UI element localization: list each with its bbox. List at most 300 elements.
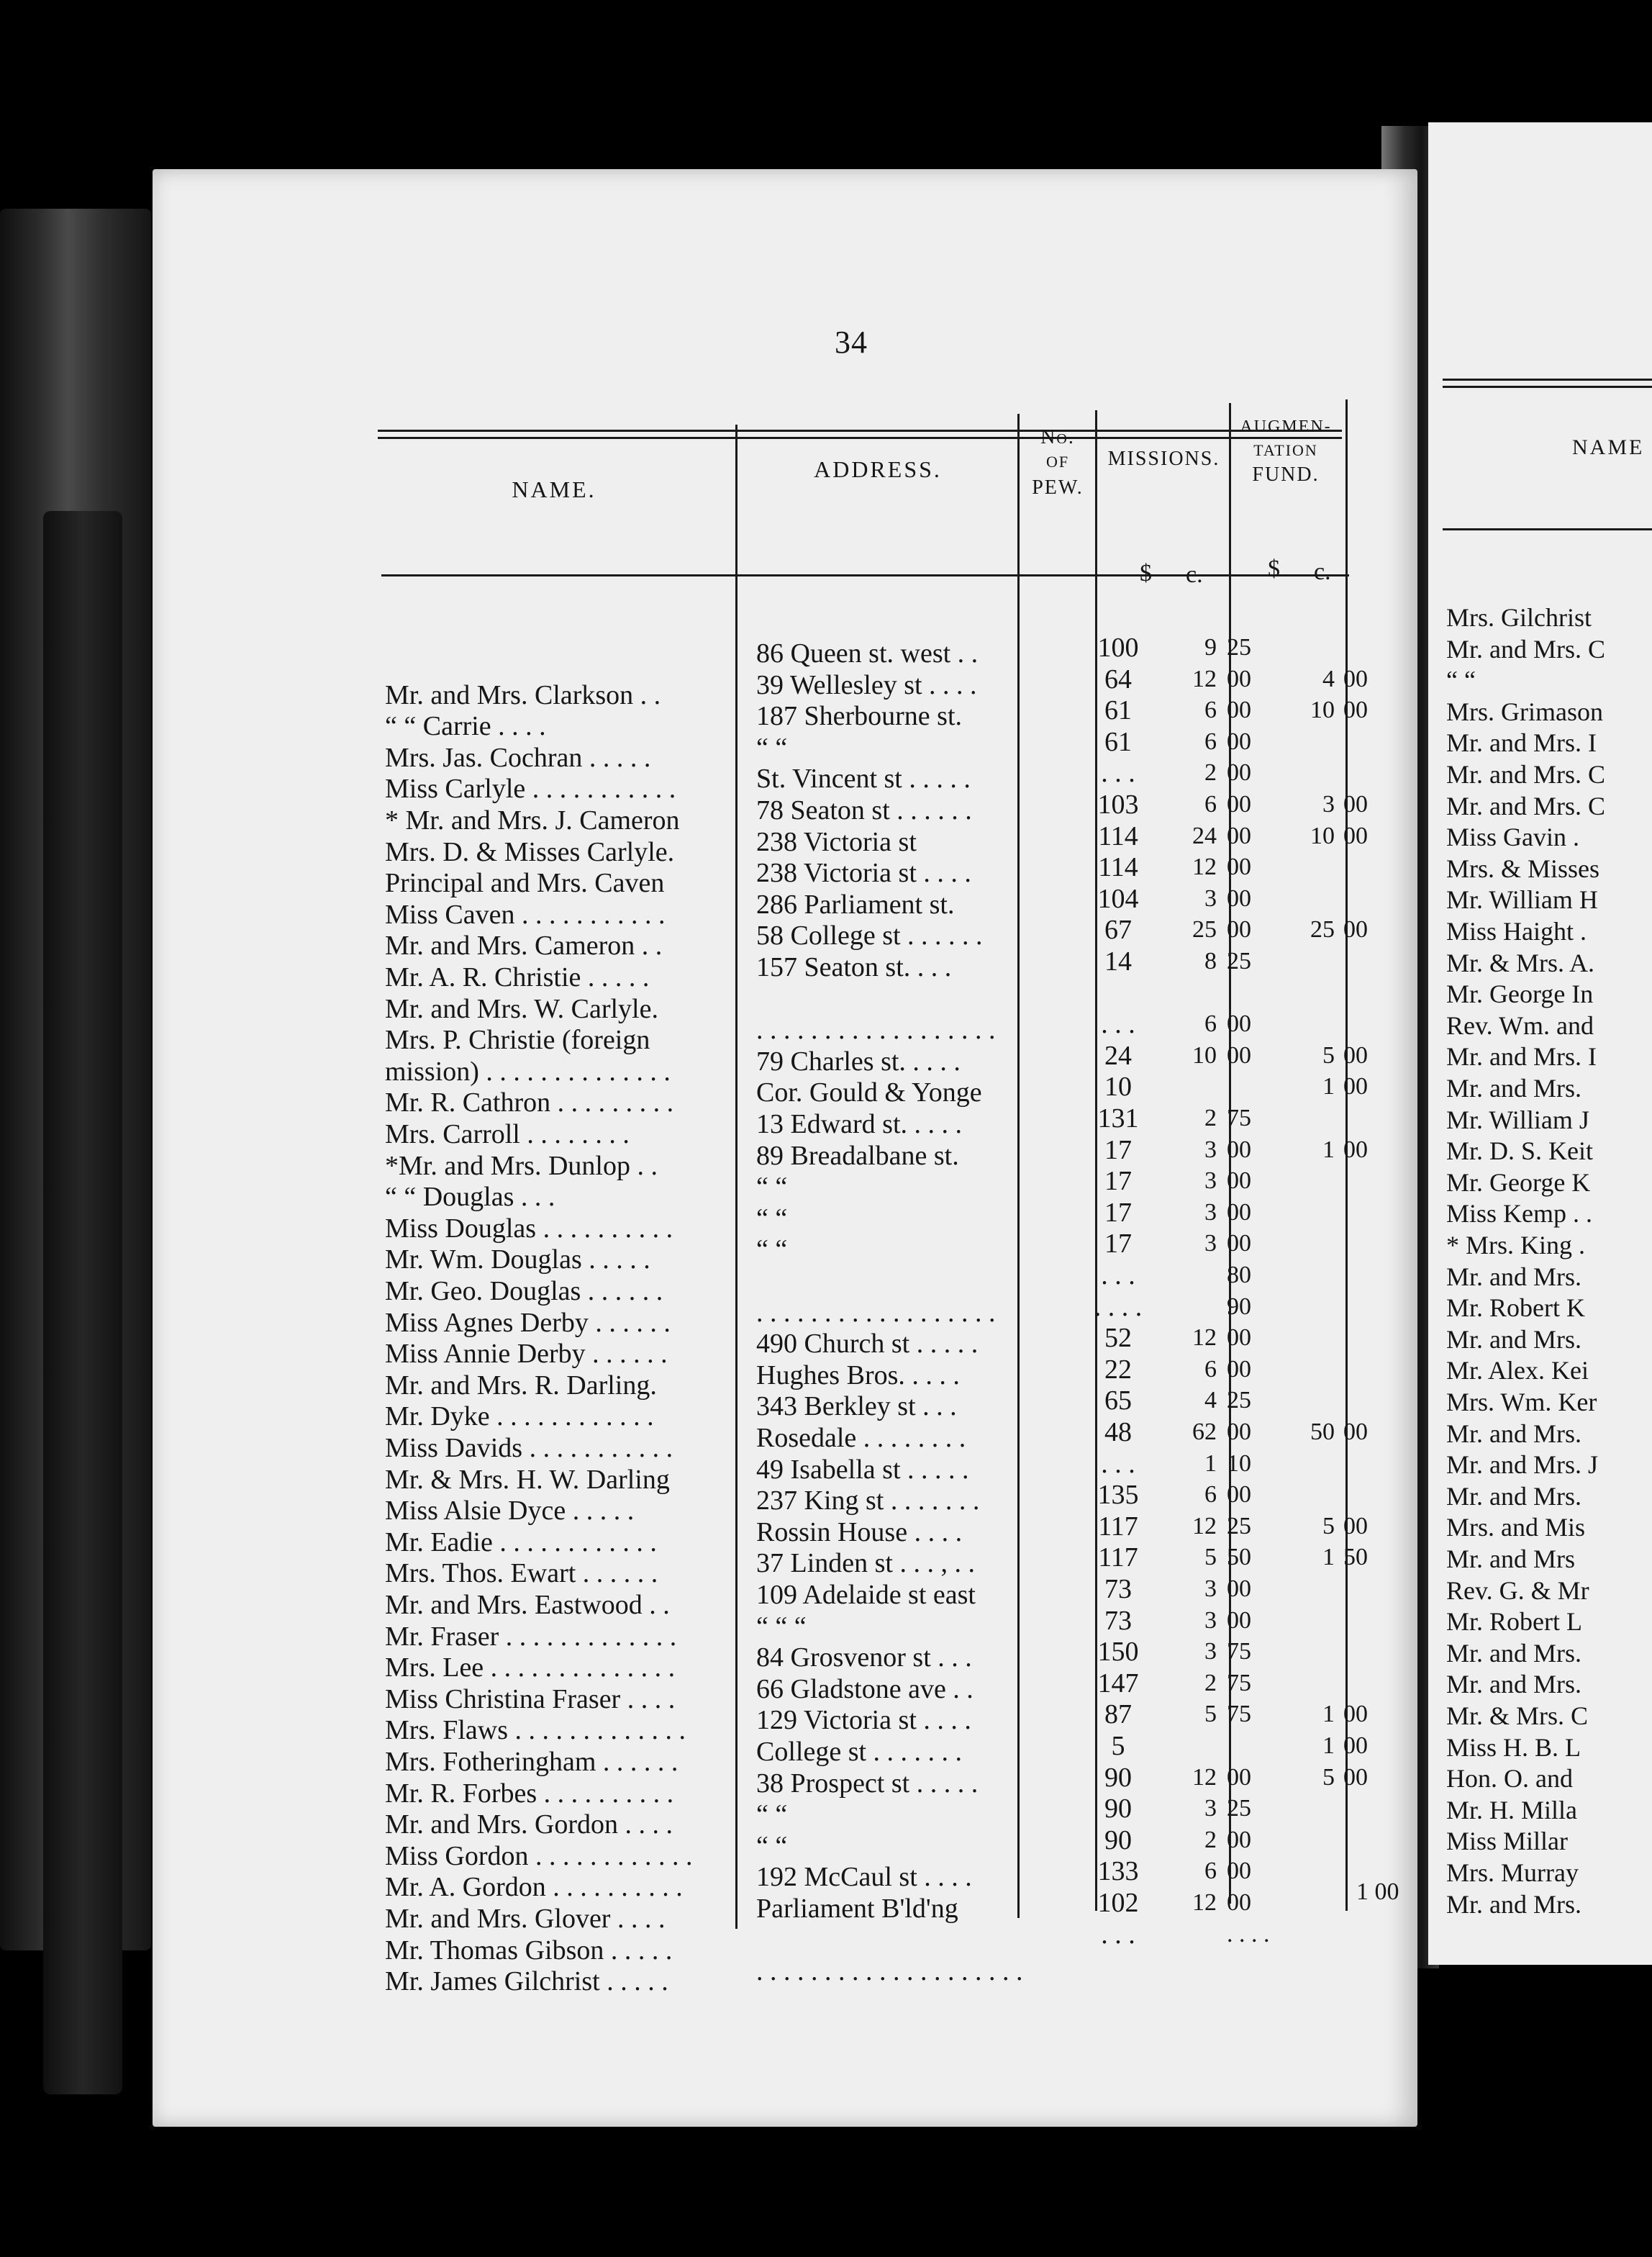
row-name: Mr. Wm. Douglas . . . . . [385, 1244, 650, 1275]
row-address: 490 Church st . . . . . [756, 1329, 979, 1360]
right-edge-value: 1 00 [1356, 1878, 1399, 1905]
row-aug-dollars: 4 [1322, 665, 1335, 692]
row-address: “ “ [756, 1172, 788, 1203]
table-row [385, 1699, 1392, 1746]
row-name: Mr. Geo. Douglas . . . . . . [385, 1276, 663, 1306]
header-missions: MISSIONS. [1107, 448, 1220, 470]
row-aug-cents: 00 [1343, 1732, 1368, 1759]
right-page-header-rule [1443, 528, 1652, 530]
right-page-name: Mr. and Mrs. [1446, 1889, 1581, 1919]
row-pew-number: 104 [1097, 883, 1139, 914]
row-missions-dollars: 12 [1192, 1763, 1217, 1791]
row-pew-number: 61 [1104, 726, 1132, 757]
row-address: 13 Edward st. . . . . [756, 1109, 963, 1139]
right-page-name: Miss H. B. L [1446, 1732, 1581, 1762]
row-name: “ “ Douglas . . . [385, 1182, 555, 1213]
row-aug-dollars: 25 [1310, 916, 1335, 944]
row-pew-number: 65 [1104, 1385, 1132, 1416]
right-page-name: Mrs. & Misses [1446, 854, 1600, 883]
row-name: Mr. James Gilchrist . . . . . [385, 1966, 668, 1997]
row-pew-number: 24 [1104, 1040, 1132, 1071]
row-address: “ “ [756, 732, 788, 763]
row-pew-number: 150 [1097, 1637, 1139, 1668]
aug-dollar-sign: $ [1268, 556, 1280, 582]
row-address: Cor. Gould & Yonge [756, 1077, 982, 1108]
row-missions-dollars: 3 [1204, 1230, 1217, 1257]
row-missions-dollars: 12 [1192, 665, 1217, 692]
row-missions-dollars: 6 [1204, 1355, 1217, 1383]
right-page-name: Rev. G. & Mr [1446, 1575, 1589, 1605]
row-name: Miss Annie Derby . . . . . . [385, 1339, 668, 1370]
row-missions-dollars: 6 [1204, 1481, 1217, 1509]
row-name: “ “ Carrie . . . . [385, 711, 546, 742]
row-address: 66 Gladstone ave . . [756, 1673, 974, 1704]
row-missions-dollars: 8 [1204, 948, 1217, 974]
row-pew-number: 90 [1104, 1824, 1132, 1855]
row-missions-dollars: 3 [1204, 885, 1217, 912]
row-missions-cents: 00 [1227, 1167, 1251, 1195]
row-aug-cents: 00 [1343, 1073, 1368, 1100]
row-missions-dollars: 5 [1204, 1701, 1217, 1728]
row-name: Miss Gordon . . . . . . . . . . . . [385, 1840, 693, 1871]
header-aug-line1: AUGMEN- [1240, 417, 1332, 436]
row-missions-cents: 00 [1227, 697, 1251, 724]
row-name: Miss Douglas . . . . . . . . . . [385, 1213, 673, 1244]
row-missions-cents: 75 [1227, 1638, 1251, 1665]
right-page-name: Miss Millar [1446, 1827, 1569, 1856]
row-address: 84 Grosvenor st . . . [756, 1642, 972, 1673]
row-address: . . . . . . . . . . . . . . . . . . [756, 1015, 996, 1046]
row-name: Mr. & Mrs. H. W. Darling [385, 1464, 670, 1495]
right-page-name: Mr. and Mrs [1446, 1544, 1575, 1573]
row-missions-cents: 00 [1227, 1419, 1251, 1445]
row-pew-number: 100 [1097, 633, 1139, 663]
row-aug-dollars: 10 [1310, 822, 1335, 849]
row-pew-number: 67 [1104, 915, 1132, 946]
missions-dollar-sign: $ [1140, 560, 1152, 587]
row-name: Mrs. Fotheringham . . . . . . [385, 1747, 678, 1777]
row-address: “ “ “ [756, 1611, 807, 1642]
row-missions-cents: 00 [1227, 1041, 1251, 1069]
row-missions-cents: 00 [1227, 1136, 1251, 1163]
right-page-name: Mr. George In [1446, 980, 1594, 1009]
row-pew-number: . . . [1101, 1009, 1135, 1040]
row-address: Rossin House . . . . [756, 1516, 963, 1547]
header-pew-line3: PEW. [1032, 476, 1084, 499]
right-page-rule-double [1443, 386, 1652, 388]
row-missions-dollars: 25 [1192, 916, 1217, 944]
row-missions-cents: 00 [1227, 822, 1251, 849]
row-missions-dollars: 4 [1204, 1387, 1217, 1414]
row-missions-cents: 00 [1227, 791, 1251, 818]
row-missions-dollars: 3 [1204, 1167, 1217, 1195]
row-address: “ “ [756, 1203, 788, 1234]
row-pew-number: 117 [1098, 1542, 1138, 1573]
row-pew-number: 114 [1098, 820, 1138, 851]
right-page-name: Mr. and Mrs. I [1446, 1042, 1597, 1072]
row-pew-number: 52 [1104, 1323, 1132, 1354]
right-page-name: Mr. and Mrs. I [1446, 728, 1597, 758]
row-pew-number: 135 [1097, 1480, 1139, 1511]
right-page-name: Mr. Alex. Kei [1446, 1356, 1589, 1385]
table-row [385, 1887, 1392, 1934]
row-aug-dollars: 5 [1322, 1763, 1335, 1791]
row-pew-number: 90 [1104, 1794, 1132, 1824]
row-address: 237 King st . . . . . . . [756, 1485, 980, 1516]
row-aug-dollars: 3 [1322, 791, 1335, 818]
row-missions-dollars: 3 [1204, 1606, 1217, 1634]
row-aug-cents: 00 [1343, 697, 1368, 724]
right-page-name: Mr. and Mrs. C [1446, 760, 1606, 789]
row-aug-cents: 00 [1343, 822, 1368, 849]
table-row [385, 1259, 1392, 1306]
row-address: 58 College st . . . . . . [756, 921, 983, 951]
row-missions-dollars: 6 [1204, 1858, 1217, 1885]
row-pew-number: 22 [1104, 1354, 1132, 1385]
row-aug-cents: 00 [1343, 1041, 1368, 1069]
table-row [385, 695, 1392, 742]
row-address: 238 Victoria st . . . . [756, 858, 971, 889]
row-aug-dollars: 1 [1322, 1544, 1335, 1571]
right-page-name: Rev. Wm. and [1446, 1010, 1594, 1040]
row-missions-cents: 00 [1227, 1230, 1251, 1257]
right-page-name: Mr. and Mrs. C [1446, 791, 1606, 820]
right-page-name: Mrs. Wm. Ker [1446, 1388, 1597, 1416]
row-pew-number: 90 [1104, 1762, 1132, 1793]
row-aug-cents: 00 [1343, 1512, 1368, 1539]
row-missions-cents: 75 [1227, 1669, 1251, 1696]
row-name: Miss Agnes Derby . . . . . . [385, 1307, 671, 1338]
row-pew-number: 102 [1097, 1888, 1139, 1918]
row-name: Mrs. D. & Misses Carlyle. [385, 836, 675, 867]
row-name: Mrs. Flaws . . . . . . . . . . . . . [385, 1715, 686, 1746]
table-row [385, 1040, 1392, 1087]
row-missions-dollars: 3 [1204, 1795, 1217, 1822]
row-missions-cents: 00 [1227, 885, 1251, 912]
row-pew-number: 61 [1104, 695, 1132, 726]
right-page-name: Miss Kemp . . [1446, 1199, 1593, 1229]
row-name: Mr. and Mrs. Clarkson . . [385, 679, 661, 710]
row-pew-number: 17 [1104, 1134, 1132, 1165]
row-pew-number: 147 [1097, 1668, 1139, 1699]
right-page-name: Mr. H. Milla [1446, 1795, 1578, 1824]
right-page-name: Mr. and Mrs. [1446, 1638, 1581, 1668]
row-address: 89 Breadalbane st. [756, 1140, 959, 1171]
row-pew-number: 10 [1104, 1072, 1132, 1103]
header-address: ADDRESS. [814, 456, 942, 482]
row-pew-number: 48 [1104, 1417, 1132, 1447]
row-missions-cents: 25 [1227, 1387, 1251, 1414]
right-page-name: Mr. George K [1446, 1167, 1591, 1197]
row-aug-dollars: 1 [1322, 1073, 1335, 1100]
header-aug-line2: TATION [1253, 441, 1318, 459]
page-number: 34 [835, 325, 868, 360]
row-pew-number: . . . . [1094, 1291, 1143, 1322]
table-row [385, 1103, 1392, 1149]
table-row [385, 1636, 1392, 1683]
row-name: Miss Christina Fraser . . . . [385, 1683, 676, 1714]
table-row [385, 1668, 1392, 1714]
right-page-header: NAME [1572, 435, 1645, 459]
row-address: College st . . . . . . . [756, 1737, 963, 1767]
row-missions-cents: 00 [1227, 1826, 1251, 1853]
row-missions-cents: 00 [1227, 1481, 1251, 1509]
row-name: Mr. and Mrs. Cameron . . [385, 931, 663, 962]
row-address: 78 Seaton st . . . . . . [756, 795, 972, 826]
row-aug-cents: 00 [1343, 665, 1368, 692]
right-page-name: Miss Haight . [1446, 917, 1587, 946]
row-pew-number: . . . [1101, 1448, 1135, 1479]
row-name: Miss Davids . . . . . . . . . . . [385, 1433, 673, 1463]
right-page-name: “ “ [1446, 666, 1476, 695]
row-address: . . . . . . . . . . . . . . . . . . [756, 1297, 996, 1328]
row-missions-dollars: 12 [1192, 854, 1217, 881]
row-name: Miss Carlyle . . . . . . . . . . . [385, 774, 676, 805]
row-aug-dollars: 5 [1322, 1041, 1335, 1069]
book-cover-edge [43, 511, 122, 2094]
row-missions-cents: 00 [1227, 665, 1251, 692]
row-missions-cents: 80 [1227, 1262, 1251, 1288]
row-name: Mr. and Mrs. R. Darling. [385, 1370, 657, 1401]
row-missions-dollars: 6 [1204, 791, 1217, 818]
row-name: Mr. and Mrs. W. Carlyle. [385, 993, 658, 1024]
table-row [385, 632, 1392, 669]
right-page-name: Mr. and Mrs. [1446, 1670, 1581, 1699]
row-aug-dollars: 1 [1322, 1732, 1335, 1759]
aug-cents-label: c. [1314, 558, 1331, 585]
row-aug-cents: 50 [1343, 1544, 1368, 1571]
row-name: Mr. A. Gordon . . . . . . . . . . [385, 1872, 683, 1903]
table-row [385, 1511, 1392, 1557]
table-row [385, 664, 1392, 710]
row-pew-number: 64 [1104, 664, 1132, 695]
row-missions-dollars: 6 [1204, 728, 1217, 755]
row-name: Principal and Mrs. Caven [385, 868, 665, 899]
row-name: Mr. Dyke . . . . . . . . . . . . [385, 1401, 654, 1432]
row-missions-cents: 00 [1227, 1763, 1251, 1791]
right-page-name: Miss Gavin . [1446, 823, 1580, 852]
row-missions-dollars: 6 [1204, 697, 1217, 724]
header-aug-line3: FUND. [1252, 463, 1320, 486]
header-pew-line2: OF [1045, 453, 1070, 471]
row-name: Mrs. Carroll . . . . . . . . [385, 1119, 630, 1149]
row-pew-number: . . . [1101, 1919, 1135, 1950]
row-name: Mr. Fraser . . . . . . . . . . . . . [385, 1621, 677, 1652]
row-pew-number: 17 [1104, 1229, 1132, 1259]
row-missions-cents: 10 [1227, 1449, 1251, 1477]
row-missions-dollars: 62 [1192, 1419, 1217, 1445]
row-pew-number: 73 [1104, 1605, 1132, 1636]
right-page-name: Mrs. Gilchrist [1446, 603, 1592, 632]
row-pew-number: 131 [1097, 1103, 1139, 1134]
header-pew-line1: No. [1040, 426, 1075, 448]
row-aug-dollars: 10 [1310, 697, 1335, 724]
row-name: Mr. and Mrs. Glover . . . . [385, 1904, 666, 1934]
row-missions-cents: 25 [1227, 1795, 1251, 1822]
row-missions-dollars: 24 [1192, 822, 1217, 849]
header-name: NAME. [512, 476, 596, 502]
row-name: Mrs. Lee . . . . . . . . . . . . . . [385, 1652, 676, 1683]
right-page-name: Mr. and Mrs. [1446, 1481, 1581, 1511]
row-aug-cents: 00 [1343, 1136, 1368, 1163]
table-row [385, 1824, 1392, 1871]
table-row [385, 1950, 1392, 1997]
row-name: * Mr. and Mrs. J. Cameron [385, 805, 680, 836]
row-aug-dollars: 50 [1310, 1419, 1335, 1445]
row-missions-dollars: 9 [1204, 634, 1217, 661]
right-page-name: Mrs. and Mis [1446, 1513, 1586, 1542]
row-missions-dollars: 3 [1204, 1638, 1217, 1665]
row-address: 192 McCaul st . . . . [756, 1862, 972, 1893]
row-address: Hughes Bros. . . . . [756, 1360, 960, 1390]
row-address: Parliament B'ld'ng [756, 1894, 958, 1924]
row-aug-cents: 00 [1343, 791, 1368, 818]
right-page-name: Mr. and Mrs. C [1446, 634, 1606, 664]
row-missions-cents: 00 [1227, 1198, 1251, 1226]
row-name: Mr. Eadie . . . . . . . . . . . . [385, 1526, 657, 1557]
row-pew-number: 17 [1104, 1166, 1132, 1197]
row-address: “ “ [756, 1799, 788, 1830]
right-page-name: * Mrs. King . [1446, 1231, 1586, 1259]
row-missions-cents: 25 [1227, 948, 1251, 974]
row-missions-cents: 00 [1227, 1889, 1251, 1916]
row-pew-number: 87 [1104, 1699, 1132, 1730]
row-missions-dollars: 12 [1192, 1512, 1217, 1539]
row-address: Rosedale . . . . . . . . [756, 1423, 966, 1453]
row-missions-dollars: 2 [1204, 1105, 1217, 1131]
right-page-name: Mr. and Mrs. [1446, 1262, 1581, 1291]
right-page-name: Mr. William J [1446, 1105, 1589, 1134]
row-missions-cents: 90 [1227, 1293, 1251, 1320]
row-missions-dollars: 3 [1204, 1575, 1217, 1602]
row-pew-number: 103 [1097, 790, 1139, 820]
row-address: 157 Seaton st. . . . [756, 952, 952, 982]
right-page-name: Mr. and Mrs. J [1446, 1450, 1599, 1480]
row-missions-cents: 75 [1227, 1105, 1251, 1131]
row-address: 238 Victoria st [756, 826, 917, 857]
right-page-name: Mr. William H [1446, 885, 1598, 915]
table-row [385, 1919, 1392, 1966]
row-aug-dollars: 1 [1322, 1701, 1335, 1728]
row-address: St. Vincent st . . . . . [756, 764, 971, 795]
row-missions-cents: 25 [1227, 1512, 1251, 1539]
table-row [385, 726, 1392, 773]
row-name: Mr. Thomas Gibson . . . . . [385, 1935, 673, 1966]
row-missions-cents: 00 [1227, 728, 1251, 755]
row-address: 109 Adelaide st east [756, 1580, 976, 1610]
row-missions-dollars: 10 [1192, 1041, 1217, 1069]
row-address: “ “ [756, 1234, 788, 1265]
contributions-table [385, 0, 1392, 2257]
row-missions-cents: 50 [1227, 1544, 1251, 1571]
right-page-name: Mr. and Mrs. [1446, 1074, 1581, 1103]
row-name: Mr. and Mrs. Eastwood . . [385, 1590, 670, 1620]
row-address: “ “ [756, 1830, 788, 1861]
row-pew-number: 73 [1104, 1574, 1132, 1604]
row-aug-cents: 00 [1343, 916, 1368, 944]
row-missions-dollars: 2 [1204, 1826, 1217, 1853]
row-pew-number: 14 [1104, 946, 1132, 977]
row-pew-number: . . . [1101, 1260, 1135, 1290]
row-aug-cents: 00 [1343, 1763, 1368, 1791]
row-missions-cents: 00 [1227, 854, 1251, 881]
table-row [385, 1197, 1392, 1244]
row-missions-cents: 75 [1227, 1701, 1251, 1728]
row-missions-cents: 00 [1227, 1575, 1251, 1602]
row-address: 86 Queen st. west . . [756, 638, 979, 669]
row-pew-number: 5 [1111, 1731, 1125, 1761]
row-missions-dollars: 5 [1204, 1544, 1217, 1571]
row-pew-number: 17 [1104, 1197, 1132, 1228]
row-aug-cents: 00 [1343, 1701, 1368, 1728]
row-address: 37 Linden st . . . , . . [756, 1548, 975, 1579]
right-page-name: Mr. D. S. Keit [1446, 1136, 1594, 1166]
table-row [385, 1573, 1392, 1620]
right-page-name: Mr. and Mrs. [1446, 1324, 1581, 1354]
table-row [385, 1165, 1392, 1213]
row-address: 129 Victoria st . . . . [756, 1705, 971, 1736]
row-address: 187 Sherbourne st. [756, 701, 963, 732]
book-spine [0, 209, 151, 1950]
right-page-name: Mr. & Mrs. A. [1446, 948, 1595, 977]
row-pew-number: 133 [1097, 1856, 1139, 1887]
right-page-name: Mr. & Mrs. C [1446, 1701, 1589, 1730]
row-aug-cents: 00 [1343, 1419, 1368, 1445]
row-aug-dollars: 1 [1322, 1136, 1335, 1163]
row-aug-dollars: 5 [1322, 1512, 1335, 1539]
row-address: 79 Charles st. . . . . [756, 1046, 961, 1077]
row-address: 286 Parliament st. [756, 889, 955, 920]
row-missions-cents: 00 [1227, 1606, 1251, 1634]
row-missions-dollars: 6 [1204, 1010, 1217, 1038]
row-pew-number: . . . [1101, 758, 1135, 789]
row-missions-dollars: 12 [1192, 1324, 1217, 1352]
row-missions-cents: 00 [1227, 916, 1251, 944]
row-name: Miss Alsie Dyce . . . . . [385, 1496, 635, 1526]
row-missions-cents: 00 [1227, 1858, 1251, 1885]
row-address: 39 Wellesley st . . . . [756, 669, 977, 700]
right-page-name: Mr. and Mrs. [1446, 1419, 1581, 1448]
row-missions-dollars: 2 [1204, 1669, 1217, 1696]
table-row [385, 820, 1392, 867]
missions-cents-label: c. [1186, 561, 1203, 588]
row-pew-number: 117 [1098, 1511, 1138, 1542]
row-missions-dollars: 12 [1192, 1889, 1217, 1916]
row-missions-cents: 00 [1227, 759, 1251, 787]
row-missions-cents: 00 [1227, 1324, 1251, 1352]
right-page-name: Mr. Robert L [1446, 1607, 1582, 1637]
row-name: Miss Caven . . . . . . . . . . . [385, 899, 666, 930]
table-row [385, 946, 1392, 992]
row-name: *Mr. and Mrs. Dunlop . . [385, 1150, 658, 1181]
row-name: mission) . . . . . . . . . . . . . . [385, 1056, 671, 1087]
row-name: Mr. and Mrs. Gordon . . . . [385, 1809, 673, 1840]
table-row [385, 1134, 1392, 1181]
row-name: Mr. R. Forbes . . . . . . . . . . [385, 1778, 674, 1809]
right-page-rule [1443, 379, 1652, 381]
right-page-name: Mrs. Murray [1446, 1858, 1579, 1887]
right-page-name: Mr. Robert K [1446, 1293, 1585, 1323]
row-name: Mrs. P. Christie (foreign [385, 1025, 650, 1056]
row-missions-dollars: 2 [1204, 759, 1217, 787]
row-missions-dollars: 3 [1204, 1136, 1217, 1163]
row-missions-dollars: 1 [1204, 1449, 1217, 1477]
row-address: 38 Prospect st . . . . . [756, 1768, 979, 1799]
row-missions-cents: 25 [1227, 634, 1251, 661]
row-name: Mr. R. Cathron . . . . . . . . . [385, 1087, 674, 1118]
row-name: Mrs. Thos. Ewart . . . . . . [385, 1558, 658, 1589]
row-address: 49 Isabella st . . . . . [756, 1454, 969, 1485]
